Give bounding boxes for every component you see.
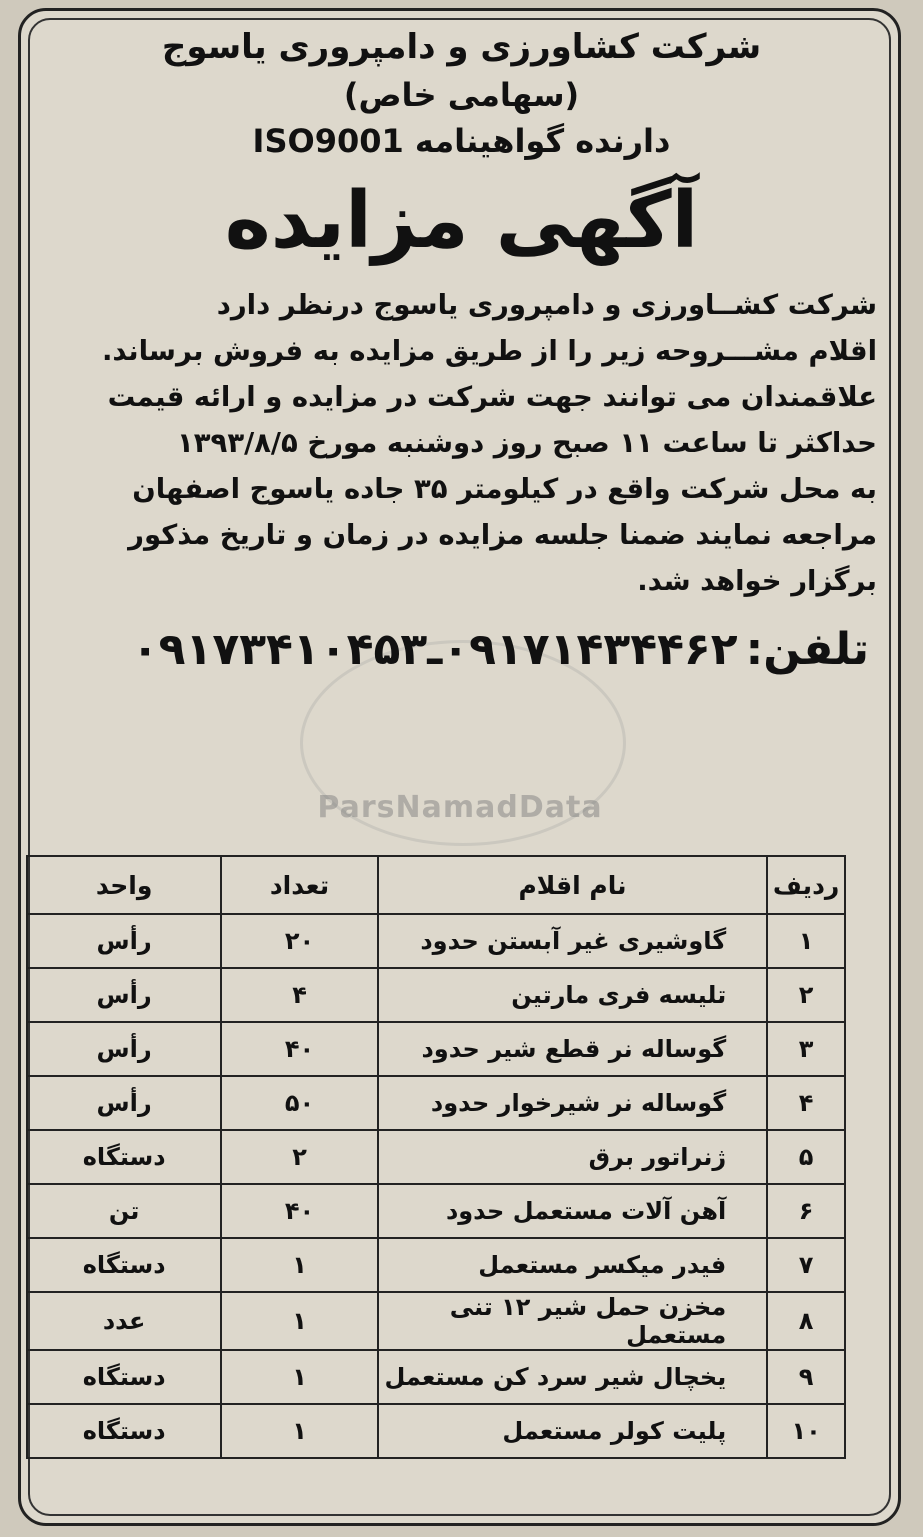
body-line: برگزار خواهد شد.: [637, 565, 877, 597]
item-quantity: ۱: [221, 1292, 377, 1350]
item-unit: رأس: [27, 1076, 221, 1130]
table-header-row: [27, 856, 845, 914]
table-row: [27, 1184, 845, 1238]
item-unit: تن: [27, 1184, 221, 1238]
item-quantity: ۱: [221, 1350, 377, 1404]
item-unit: دستگاه: [27, 1350, 221, 1404]
item-unit: دستگاه: [27, 1404, 221, 1458]
notice-content: [40, 22, 883, 696]
body-line: اقلام مشـــروحه زیر را از طریق مزایده به فروش برساند.: [101, 335, 877, 367]
table-row: [27, 1238, 845, 1292]
item-quantity: ۴: [221, 968, 377, 1022]
item-name: آهن آلات مستعمل حدود: [378, 1184, 767, 1238]
notice-body: [40, 282, 883, 604]
company-type: (سهامی خاص): [343, 76, 580, 114]
item-unit: دستگاه: [27, 1130, 221, 1184]
table-row: [27, 1404, 845, 1458]
company-name: شرکت کشاورزی و دامپروری یاسوج: [161, 27, 762, 67]
notice-title: آگهی مزایده: [224, 176, 699, 266]
header-unit: واحد: [27, 856, 221, 914]
item-unit: رأس: [27, 968, 221, 1022]
item-quantity: ۱: [221, 1238, 377, 1292]
header-item-name: نام اقلام: [378, 856, 767, 914]
table-row: [27, 1130, 845, 1184]
item-name: مخزن حمل شیر ۱۲ تنی مستعمل: [378, 1292, 767, 1350]
row-number: ۵: [767, 1130, 845, 1184]
table-row: [27, 1292, 845, 1350]
item-name: گاوشیری غیر آبستن حدود: [378, 914, 767, 968]
certificate-line: دارنده گواهینامه ISO9001: [252, 122, 671, 160]
table-row: [27, 1022, 845, 1076]
item-quantity: ۴۰: [221, 1022, 377, 1076]
row-number: ۲: [767, 968, 845, 1022]
phone-numbers: ۰۹۱۷۱۴۳۴۴۶۲ـ۰۹۱۷۳۴۱۰۴۵۳: [131, 624, 738, 675]
item-name: گوساله نر قطع شیر حدود: [378, 1022, 767, 1076]
body-line: به محل شرکت واقع در کیلومتر ۳۵ جاده یاسوج اصفهان: [132, 473, 877, 505]
item-unit: دستگاه: [27, 1238, 221, 1292]
header-quantity: تعداد: [221, 856, 377, 914]
row-number: ۱: [767, 914, 845, 968]
watermark-text: ParsNamadData: [317, 790, 603, 825]
row-number: ۷: [767, 1238, 845, 1292]
item-name: یخچال شیر سرد کن مستعمل: [378, 1350, 767, 1404]
row-number: ۱۰: [767, 1404, 845, 1458]
item-unit: رأس: [27, 914, 221, 968]
table-row: [27, 914, 845, 968]
row-number: ۸: [767, 1292, 845, 1350]
item-name: پلیت کولر مستعمل: [378, 1404, 767, 1458]
items-table: [26, 855, 846, 1459]
item-name: تلیسه فری مارتین: [378, 968, 767, 1022]
item-quantity: ۴۰: [221, 1184, 377, 1238]
body-line: مراجعه نمایند ضمنا جلسه مزایده در زمان و تاریخ مذکور: [128, 519, 877, 551]
header-row-number: ردیف: [767, 856, 845, 914]
phone-label: تلفن:: [745, 624, 869, 675]
item-quantity: ۲: [221, 1130, 377, 1184]
body-line: شرکت کشــاورزی و دامپروری یاسوج درنظر دارد: [216, 289, 877, 321]
item-name: فیدر میکسر مستعمل: [378, 1238, 767, 1292]
table-row: [27, 968, 845, 1022]
item-unit: رأس: [27, 1022, 221, 1076]
phone-line: [40, 618, 883, 682]
table-row: [27, 1350, 845, 1404]
row-number: ۶: [767, 1184, 845, 1238]
item-quantity: ۵۰: [221, 1076, 377, 1130]
row-number: ۳: [767, 1022, 845, 1076]
item-unit: عدد: [27, 1292, 221, 1350]
item-name: گوساله نر شیرخوار حدود: [378, 1076, 767, 1130]
item-quantity: ۲۰: [221, 914, 377, 968]
item-name: ژنراتور برق: [378, 1130, 767, 1184]
row-number: ۹: [767, 1350, 845, 1404]
body-line: حداکثر تا ساعت ۱۱ صبح روز دوشنبه مورخ ۱۳۹۳/۸/۵: [176, 427, 877, 459]
table-row: [27, 1076, 845, 1130]
row-number: ۴: [767, 1076, 845, 1130]
item-quantity: ۱: [221, 1404, 377, 1458]
body-line: علاقمندان می توانند جهت شرکت در مزایده و ارائه قیمت: [107, 381, 877, 413]
